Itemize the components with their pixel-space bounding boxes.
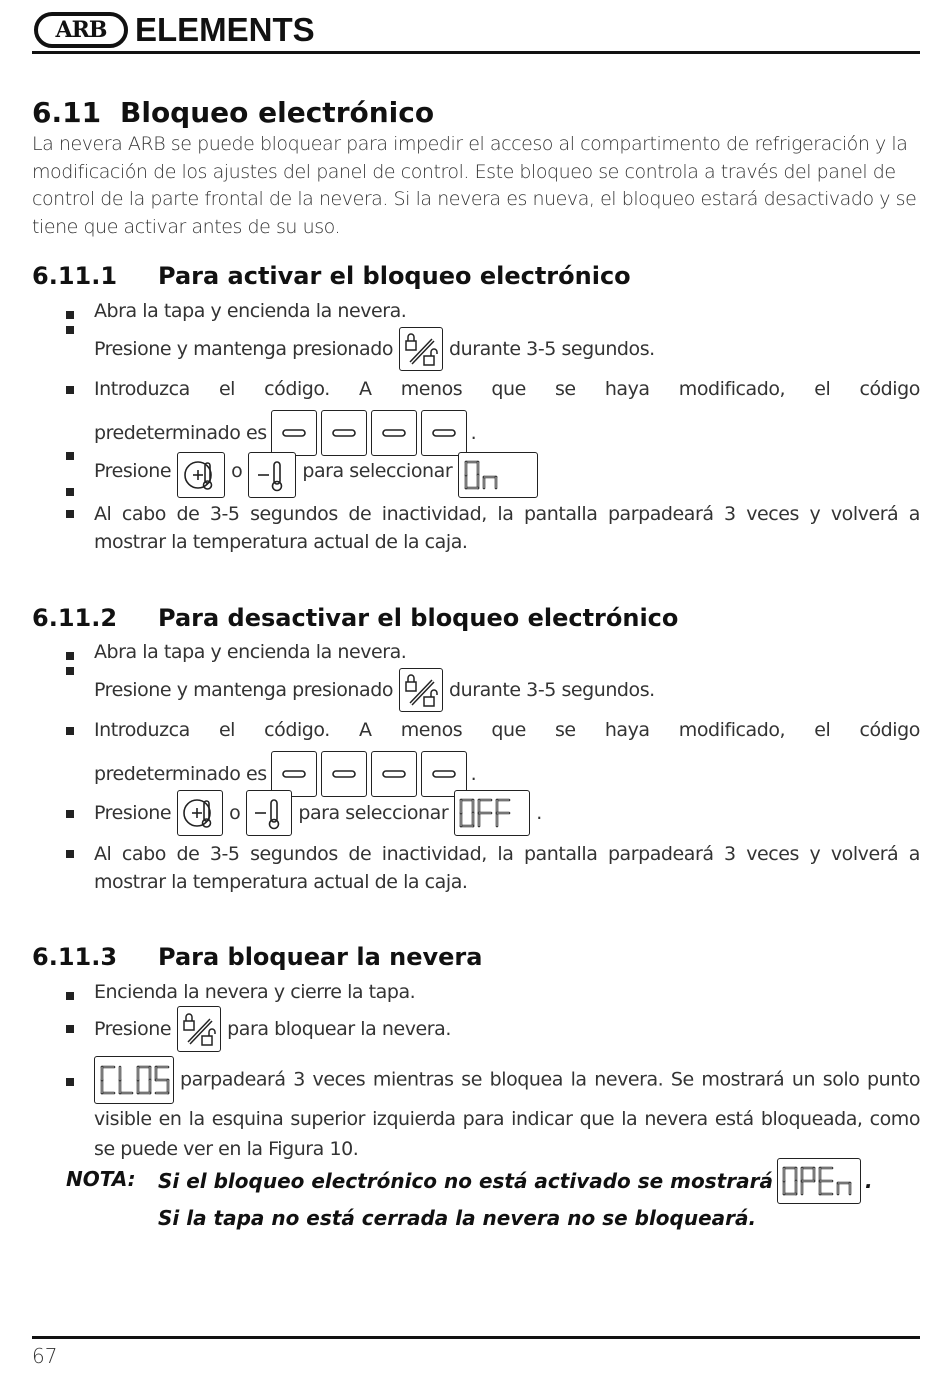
- brand-title: ELEMENTS: [135, 11, 315, 48]
- subsection-title: Para desactivar el bloqueo electrónico: [158, 604, 679, 632]
- display-on-icon: [458, 452, 538, 498]
- page-header: [32, 10, 920, 54]
- word: se: [554, 378, 576, 400]
- bullet-text: parpadeará 3 veces mientras se bloquea la nevera. Se mostrará un solo punto visible en la esquina superior izquierda para indicar que la nevera está bloqueada, como se puede ver en la Figura 10.: [94, 1068, 920, 1160]
- bullet-text: .: [470, 422, 477, 444]
- justified-line: [94, 715, 920, 745]
- dash-key-icon: [321, 410, 367, 456]
- plus-thermometer-icon: [177, 452, 225, 498]
- list-item: [66, 641, 920, 663]
- bullet-text: predeterminado es: [94, 763, 267, 785]
- list-item: [66, 326, 920, 372]
- bullet-text: para seleccionar: [298, 802, 449, 824]
- bullet-text: Presione: [94, 460, 172, 482]
- bullet-text: Abra la tapa y encienda la nevera.: [94, 300, 407, 322]
- word: Introduzca: [94, 719, 190, 741]
- word: A: [358, 378, 372, 400]
- display-clos-icon: [94, 1056, 174, 1104]
- subsection-number: 6.11.2: [32, 604, 118, 632]
- bullet-text: Presione y mantenga presionado: [94, 679, 393, 701]
- bullet-marker: [66, 488, 74, 496]
- word: haya: [604, 719, 650, 741]
- section-title: Bloqueo electrónico: [120, 96, 435, 129]
- word: código: [859, 719, 920, 741]
- list-item: [66, 790, 920, 836]
- section-heading: [32, 96, 434, 129]
- subsection-heading-lock: [32, 943, 482, 971]
- note-line-2: Si la tapa no está cerrada la nevera no se bloqueará.: [158, 1206, 757, 1230]
- subsection-heading-activate: [32, 262, 631, 290]
- bullet-text: Presione: [94, 1018, 172, 1040]
- word: modificado,: [678, 719, 786, 741]
- list-item: [66, 840, 920, 896]
- word: el: [814, 719, 831, 741]
- bullet-text: para bloquear la nevera.: [227, 1018, 451, 1040]
- display-off-icon: [454, 790, 530, 836]
- plus-thermometer-icon: [177, 790, 223, 836]
- subsection-heading-deactivate: [32, 604, 678, 632]
- list-item: [66, 374, 920, 456]
- bullet-text: Al cabo de 3-5 segundos de inactividad, la pantalla parpadeará 3 veces y volverá a mostrar la temperatura actual de la caja.: [94, 843, 920, 893]
- note-label: NOTA:: [66, 1167, 136, 1191]
- page-number: 67: [32, 1344, 58, 1368]
- lock-button-icon: [399, 668, 443, 712]
- list-item: [66, 1056, 920, 1164]
- word: código.: [264, 719, 330, 741]
- section-number: 6.11: [32, 96, 102, 129]
- footer-rule: [32, 1336, 920, 1339]
- subsection-title: Para bloquear la nevera: [158, 943, 483, 971]
- dash-key-icon: [271, 410, 317, 456]
- bullet-text: durante 3-5 segundos.: [449, 338, 655, 360]
- word: el: [218, 378, 236, 400]
- bullet-text: Presione: [94, 802, 172, 824]
- arb-logo: [34, 12, 128, 48]
- dash-key-icon: [371, 410, 417, 456]
- word: Introduzca: [94, 378, 190, 400]
- word: el: [814, 378, 831, 400]
- word: modificado,: [678, 378, 786, 400]
- bullet-text: para seleccionar: [302, 460, 453, 482]
- subsection-title: Para activar el bloqueo electrónico: [158, 262, 631, 290]
- bullet-text: Al cabo de 3-5 segundos de inactividad, la pantalla parpadeará 3 veces y volverá a mostrar la temperatura actual de la caja.: [94, 503, 920, 553]
- word: A: [358, 719, 372, 741]
- word: se: [554, 719, 576, 741]
- bullet-text: o: [231, 460, 243, 482]
- list-item: [66, 667, 920, 713]
- note-text: .: [864, 1169, 873, 1193]
- word: menos: [400, 378, 463, 400]
- bullet-text: .: [536, 802, 542, 824]
- word: que: [491, 719, 526, 741]
- word: código: [859, 378, 920, 400]
- list-item: [66, 300, 920, 322]
- word: menos: [400, 719, 463, 741]
- minus-thermometer-icon: [248, 452, 296, 498]
- justified-line: [94, 374, 920, 404]
- bullet-text: predeterminado es: [94, 422, 267, 444]
- lock-button-icon: [399, 327, 443, 371]
- list-item: [66, 981, 920, 1003]
- bullet-text: durante 3-5 segundos.: [449, 679, 655, 701]
- bullet-text: Abra la tapa y encienda la nevera.: [94, 641, 407, 663]
- subsection-number: 6.11.3: [32, 943, 118, 971]
- display-open-icon: [777, 1158, 861, 1204]
- dash-key-icon: [421, 410, 467, 456]
- section-intro: La nevera ARB se puede bloquear para impedir el acceso al compartimento de refrigeración y la modificación de los ajustes del panel de control. Este bloqueo se controla a través del panel de control de la parte frontal de la nevera. Si la nevera es nueva, el bloqueo estará desactivado y se tiene que activar antes de su uso.: [32, 133, 917, 238]
- word: que: [491, 378, 526, 400]
- list-item: [66, 500, 920, 556]
- bullet-text: Encienda la nevera y cierre la tapa.: [94, 981, 416, 1003]
- note-text: Si el bloqueo electrónico no está activado se mostrará: [158, 1169, 773, 1193]
- word: haya: [604, 378, 650, 400]
- bullet-text: .: [470, 763, 477, 785]
- word: el: [218, 719, 236, 741]
- subsection-number: 6.11.1: [32, 262, 118, 290]
- logo-text: ARB: [55, 17, 107, 43]
- minus-thermometer-icon: [246, 790, 292, 836]
- word: código.: [264, 378, 330, 400]
- note-line-1: [158, 1158, 873, 1204]
- lock-button-icon: [177, 1006, 221, 1052]
- list-item: [66, 1006, 920, 1052]
- bullet-text: Presione y mantenga presionado: [94, 338, 393, 360]
- list-item: [66, 452, 920, 498]
- list-item: [66, 715, 920, 797]
- bullet-text: o: [229, 802, 241, 824]
